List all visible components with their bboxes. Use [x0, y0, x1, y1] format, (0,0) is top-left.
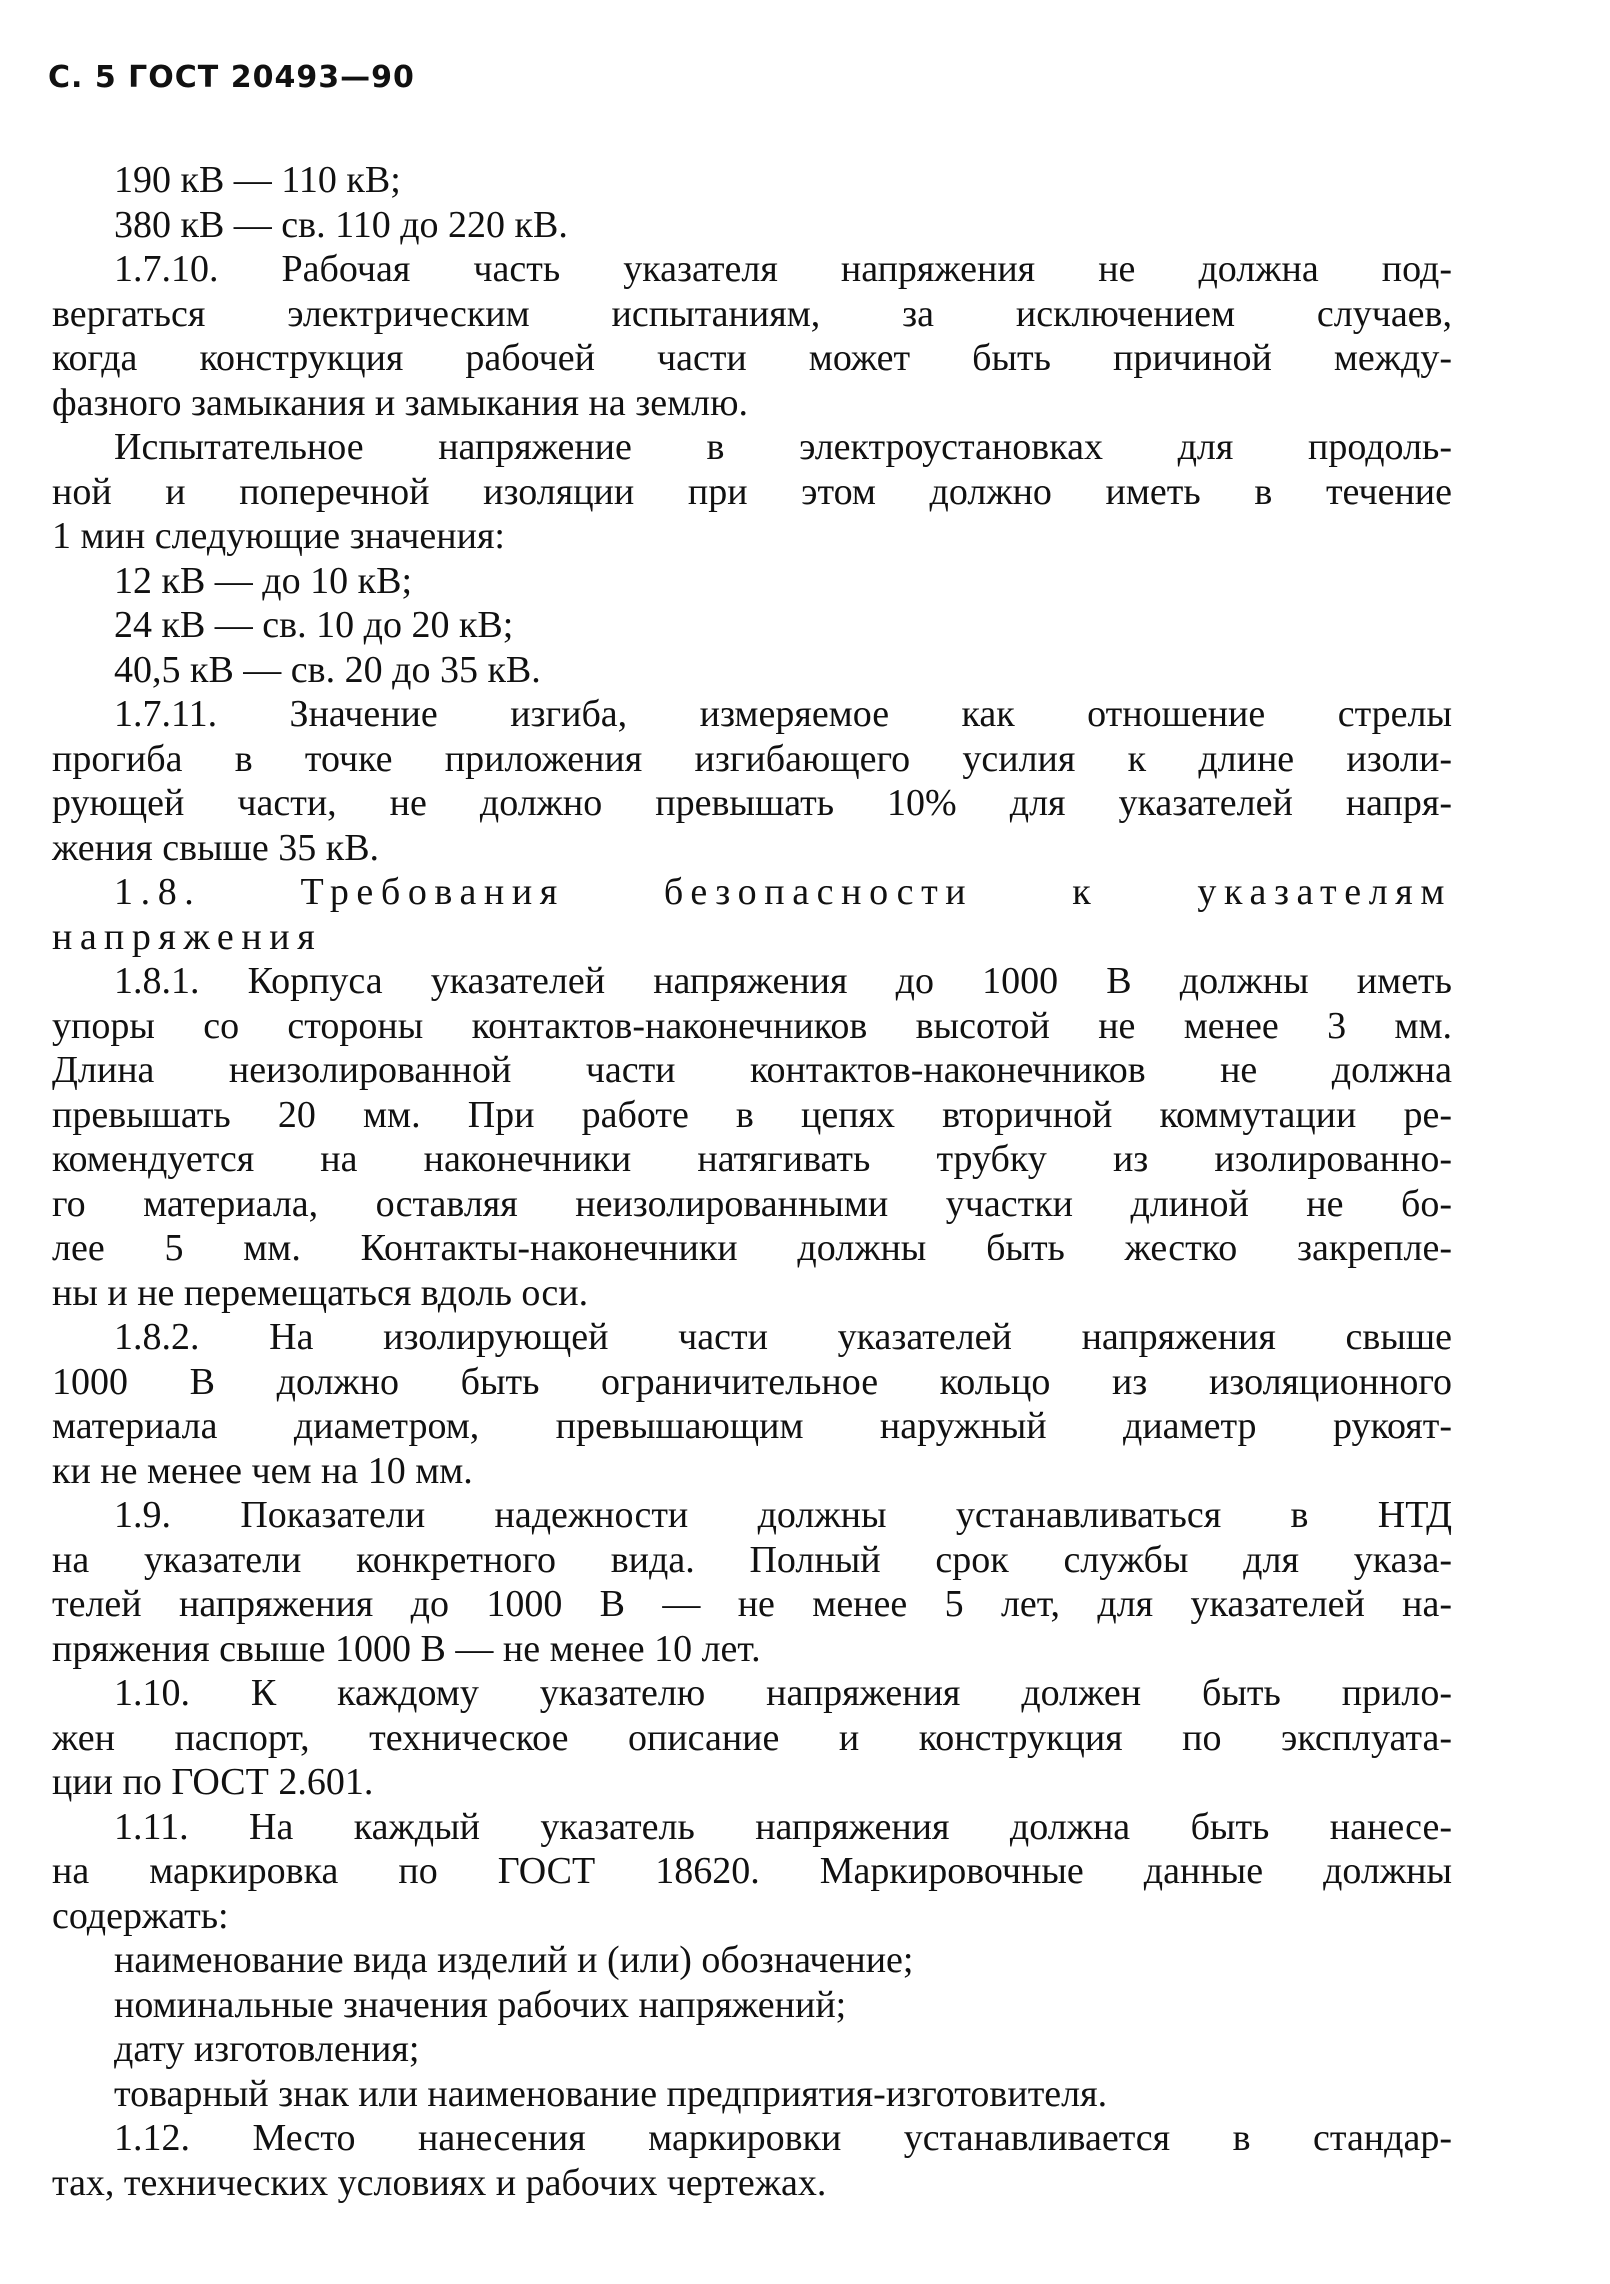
- text-line: на указатели конкретного вида. Полный срок службы для указа-: [52, 1538, 1452, 1581]
- text-line: номинальные значения рабочих напряжений;: [114, 1983, 847, 2026]
- text-line: 1.8. Требования безопасности к указателям: [114, 871, 1452, 913]
- text-line: рующей части, не должно превышать 10% для указателей напря-: [52, 782, 1452, 824]
- text-line: комендуется на наконечники натягивать трубку из изолированно-: [52, 1138, 1452, 1180]
- text-line: 1.12. Место нанесения маркировки устанавливается в стандар-: [114, 2117, 1452, 2159]
- text-line: Длина неизолированной части контактов-наконечников не должна: [52, 1049, 1452, 1091]
- text-line: 1.9. Показатели надежности должны устанавливаться в НТД: [114, 1494, 1452, 1536]
- text-line: жения свыше 35 кВ.: [52, 826, 380, 869]
- text-line: 24 кВ — св. 10 до 20 кВ;: [114, 604, 514, 646]
- text-line: жен паспорт, техническое описание и конструкция по эксплуата-: [52, 1716, 1452, 1759]
- text-line: ны и не перемещаться вдоль оси.: [52, 1271, 589, 1314]
- text-line: Испытательное напряжение в электроустановках для продоль-: [114, 426, 1452, 468]
- text-line: пряжения свыше 1000 В — не менее 10 лет.: [52, 1627, 761, 1670]
- running-header: С. 5 ГОСТ 20493—90: [48, 60, 415, 95]
- text-line: 1 мин следующие значения:: [52, 515, 505, 557]
- text-line: 190 кВ — 110 кВ;: [114, 159, 401, 201]
- text-line: 1.7.11. Значение изгиба, измеряемое как отношение стрелы: [114, 693, 1452, 735]
- text-line: ной и поперечной изоляции при этом должно иметь в течение: [52, 470, 1452, 513]
- text-line: 12 кВ — до 10 кВ;: [114, 559, 413, 602]
- text-line: прогиба в точке приложения изгибающего усилия к длине изоли-: [52, 737, 1452, 780]
- text-line: упоры со стороны контактов-наконечников высотой не менее 3 мм.: [52, 1004, 1452, 1047]
- text-line: фазного замыкания и замыкания на землю.: [52, 381, 749, 424]
- text-line: превышать 20 мм. При работе в цепях вторичной коммутации ре-: [52, 1093, 1452, 1136]
- text-line: го материала, оставляя неизолированными участки длиной не бо-: [52, 1182, 1452, 1225]
- text-line: 380 кВ — св. 110 до 220 кВ.: [114, 203, 568, 246]
- text-line: 1.11. На каждый указатель напряжения должна быть нанесе-: [114, 1805, 1452, 1848]
- text-line: 1.8.1. Корпуса указателей напряжения до 1000 В должны иметь: [114, 960, 1452, 1002]
- text-line: на маркировка по ГОСТ 18620. Маркировочные данные должны: [52, 1850, 1452, 1892]
- text-line: наименование вида изделий и (или) обозначение;: [114, 1939, 914, 1981]
- text-line: содержать:: [52, 1894, 229, 1937]
- text-line: 1.10. К каждому указателю напряжения должен быть прило-: [114, 1672, 1452, 1714]
- text-line: 1.8.2. На изолирующей части указателей напряжения свыше: [114, 1316, 1452, 1358]
- body-text: [52, 158, 1452, 2205]
- text-line: товарный знак или наименование предприятия-изготовителя.: [114, 2072, 1108, 2115]
- text-line: лее 5 мм. Контакты-наконечники должны быть жестко закрепле-: [52, 1227, 1452, 1269]
- text-line: тах, технических условиях и рабочих чертежах.: [52, 2161, 827, 2204]
- text-line: телей напряжения до 1000 В — не менее 5 лет, для указателей на-: [52, 1583, 1452, 1625]
- text-line: дату изготовления;: [114, 2028, 420, 2070]
- text-line: материала диаметром, превышающим наружный диаметр рукоят-: [52, 1405, 1452, 1447]
- text-line: вергаться электрическим испытаниям, за исключением случаев,: [52, 292, 1452, 335]
- text-line: 40,5 кВ — св. 20 до 35 кВ.: [114, 648, 541, 691]
- text-line: ции по ГОСТ 2.601.: [52, 1761, 374, 1803]
- text-line: когда конструкция рабочей части может быть причиной между-: [52, 337, 1452, 379]
- text-line: 1000 В должно быть ограничительное кольцо из изоляционного: [52, 1360, 1452, 1403]
- text-line: напряжения: [52, 915, 323, 958]
- text-line: ки не менее чем на 10 мм.: [52, 1449, 473, 1492]
- text-line: 1.7.10. Рабочая часть указателя напряжения не должна под-: [114, 248, 1452, 290]
